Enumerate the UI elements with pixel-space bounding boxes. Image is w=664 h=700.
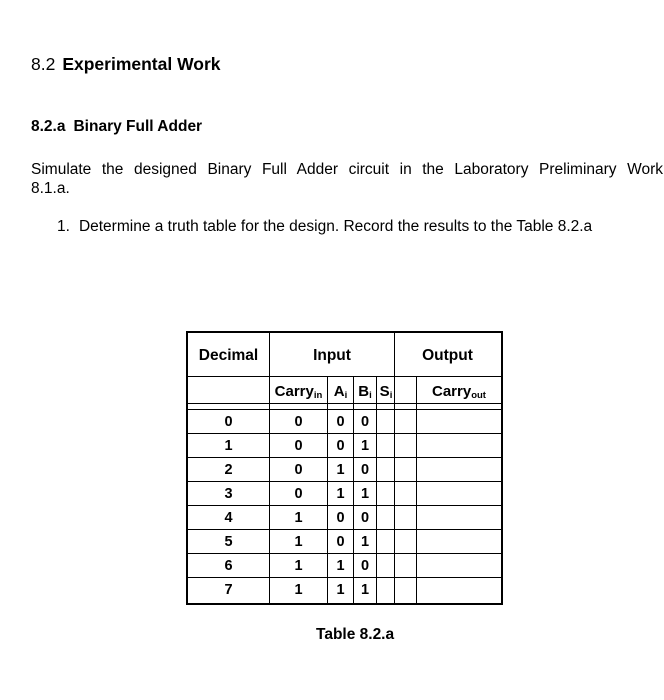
- table-rule: [188, 376, 501, 377]
- paragraph-line-1: Simulate the designed Binary Full Adder circuit in the Laboratory Preliminary Work: [31, 161, 663, 178]
- table-cell-a: 0: [336, 510, 345, 526]
- paragraph-line-2: 8.1.a.: [31, 180, 70, 197]
- subheader-s: [377, 383, 395, 405]
- subheader-carry-out: [417, 383, 501, 405]
- subsection-heading: [31, 118, 202, 136]
- table-cell-b: 1: [360, 438, 370, 454]
- table-cell-b: 1: [360, 582, 370, 598]
- table-cell-b: 1: [360, 486, 370, 502]
- table-cell-carry-in: 1: [294, 558, 303, 574]
- carry-in-main: Carry: [274, 383, 314, 400]
- a-sub: i: [344, 390, 348, 401]
- table-cell-carry-in: 0: [294, 438, 303, 454]
- table-cell-b: 0: [360, 510, 370, 526]
- table-rule: [188, 409, 501, 410]
- b-main: B: [358, 383, 370, 400]
- table-rule: [188, 433, 501, 434]
- section-heading: [31, 54, 221, 75]
- header-decimal: Decimal: [198, 347, 259, 364]
- table-cell-b: 1: [360, 534, 370, 550]
- table-cell-b: 0: [360, 462, 370, 478]
- table-cell-a: 0: [336, 438, 345, 454]
- table-cell-decimal: 4: [224, 510, 233, 526]
- instruction-paragraph: [31, 160, 663, 198]
- b-sub: i: [369, 390, 372, 401]
- table-cell-b: 0: [360, 414, 370, 430]
- table-caption: Table 8.2.a: [316, 626, 395, 643]
- table-rule: [376, 376, 377, 603]
- table-rule: [188, 481, 501, 482]
- subsection-number: 8.2.a: [31, 118, 66, 135]
- table-cell-b: 0: [360, 558, 370, 574]
- table-rule: [188, 403, 501, 404]
- table-rule: [188, 577, 501, 578]
- s-sub: i: [389, 390, 393, 401]
- table-cell-a: 0: [336, 534, 345, 550]
- list-item-marker: 1.: [57, 218, 70, 235]
- header-input: Input: [313, 347, 351, 364]
- table-cell-a: 1: [336, 582, 345, 598]
- table-rule: [188, 505, 501, 506]
- table-cell-a: 1: [336, 462, 345, 478]
- table-rule: [394, 333, 395, 603]
- subheader-carry-in: [270, 383, 327, 405]
- table-rule: [416, 376, 417, 603]
- section-title: Experimental Work: [62, 54, 221, 74]
- table-cell-carry-in: 1: [294, 510, 303, 526]
- carry-in-sub: in: [313, 390, 323, 401]
- table-cell-carry-in: 0: [294, 486, 303, 502]
- table-cell-decimal: 5: [224, 534, 233, 550]
- table-cell-a: 1: [336, 558, 345, 574]
- header-output: Output: [422, 347, 473, 364]
- a-main: A: [333, 383, 345, 400]
- table-cell-a: 1: [336, 486, 345, 502]
- section-number: 8.2: [31, 54, 56, 74]
- subsection-title: Binary Full Adder: [73, 118, 203, 135]
- table-cell-decimal: 1: [224, 438, 233, 454]
- table-cell-carry-in: 1: [294, 534, 303, 550]
- list-item-text: Determine a truth table for the design. Record the results to the Table 8.2.a: [78, 218, 593, 235]
- table-cell-decimal: 0: [224, 414, 233, 430]
- table-rule: [188, 553, 501, 554]
- carry-out-main: Carry: [432, 383, 472, 400]
- table-cell-decimal: 3: [224, 486, 233, 502]
- table-cell-a: 0: [336, 414, 345, 430]
- list-item: [57, 218, 592, 236]
- table-cell-decimal: 2: [224, 462, 233, 478]
- truth-table: [186, 331, 503, 605]
- table-cell-carry-in: 0: [294, 414, 303, 430]
- table-rule: [188, 529, 501, 530]
- table-cell-carry-in: 1: [294, 582, 303, 598]
- table-rule: [188, 457, 501, 458]
- carry-out-sub: out: [471, 390, 486, 401]
- subheader-b: [354, 383, 376, 405]
- s-main: S: [379, 383, 390, 400]
- table-cell-decimal: 7: [224, 582, 233, 598]
- table-cell-carry-in: 0: [294, 462, 303, 478]
- subheader-a: [328, 383, 353, 405]
- table-cell-decimal: 6: [224, 558, 233, 574]
